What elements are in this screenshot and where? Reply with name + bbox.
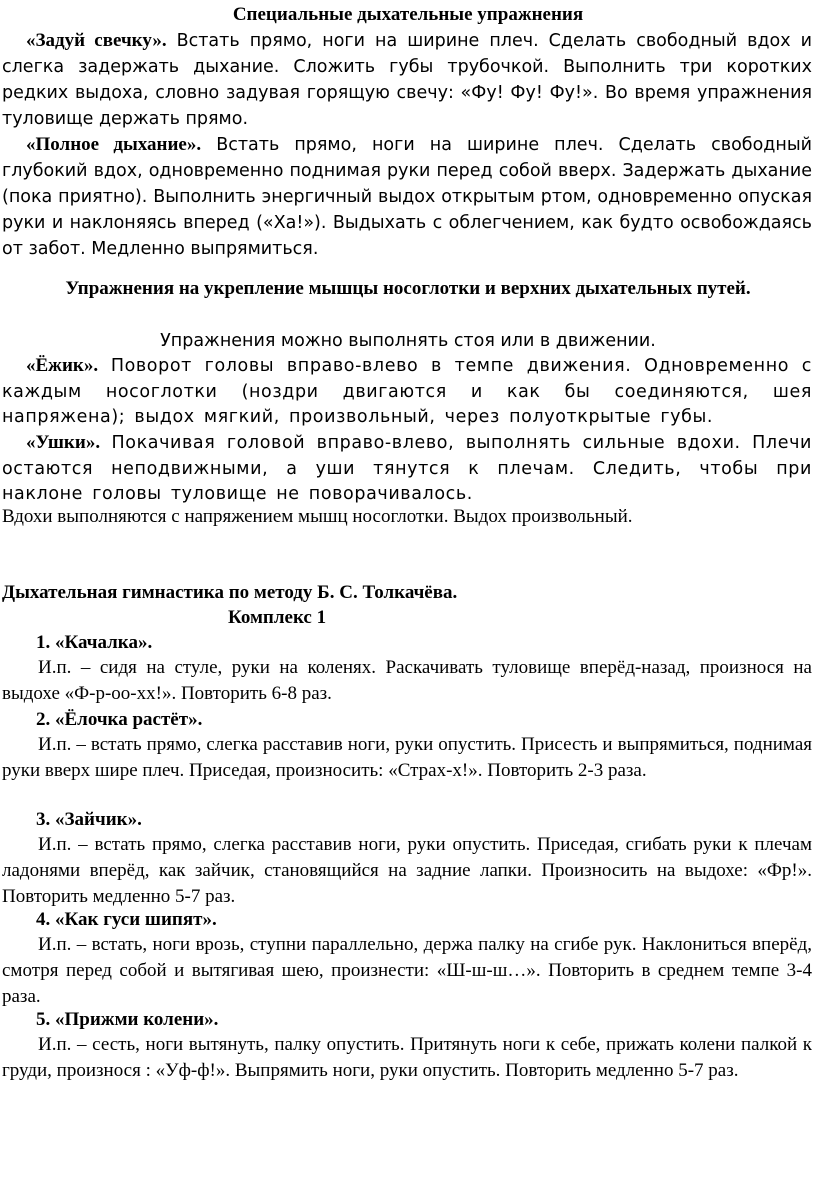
item2-text: И.п. – встать прямо, слегка расставив ноги, руки опустить. Присесть и выпрямиться, поднимая руки вверх шире плеч. Приседая, произносить: «Страх-х!». Повторить 2-3 раза. (2, 734, 812, 781)
exercise-name: «Полное дыхание». (26, 134, 202, 155)
exercise-text: Встать прямо, ноги на ширине плеч. Сделать свободный глубокий вдох, одновременно поднимая руки перед собой вверх. Задержать дыхание (пока приятно). Выполнить энергичный выдох открытым ртом, одновременно опуская руки и наклоняясь вперед («Ха!»). Выдыхать с облегчением, как будто освобождаясь от забот. Медленно выпрямиться. (2, 135, 813, 259)
exercise-hedgehog (2, 353, 812, 431)
complex-title: Комплекс 1 (228, 607, 327, 628)
item3-name: 3. «Зайчик». (36, 809, 142, 830)
exercise-name: «Задуй свечку». (26, 30, 167, 51)
section1-title: Специальные дыхательные упражнения (232, 4, 584, 25)
exercise-ears (2, 430, 812, 508)
exercise-text: Покачивая головой вправо-влево, выполнять сильные вдохи. Плечи остаются неподвижными, а уши тянутся к плечам. Следить, чтобы при наклоне головы туловище не поворачивалось. (2, 433, 812, 504)
section2-subtitle: Упражнения можно выполнять стоя или в движении. (160, 331, 656, 351)
exercise-full-breath (2, 132, 812, 262)
item2-name: 2. «Ёлочка растёт». (36, 709, 203, 730)
exercise-name: «Ушки». (26, 432, 101, 453)
item1-name: 1. «Качалка». (36, 632, 153, 653)
item5-text: И.п. – сесть, ноги вытянуть, палку опустить. Притянуть ноги к себе, прижать колени палкой к груди, произнося : «Уф-ф!». Выпрямить ноги, руки опустить. Повторить медленно 5-7 раз. (2, 1034, 812, 1081)
item4-text: И.п. – встать, ноги врозь, ступни параллельно, держа палку на сгибе рук. Наклониться вперёд, смотря перед собой и вытягивая шею, произнести: «Ш-ш-ш…». Повторить в среднем темпе 3-4 раза. (2, 934, 812, 1007)
section3-title: Дыхательная гимнастика по методу Б. С. Толкачёва. (2, 582, 458, 603)
exercise-text: Поворот головы вправо-влево в темпе движения. Одновременно с каждым носоглотки (ноздри двигаются и как бы соединяются, шея напряжена); выдох мягкий, произвольный, через полуоткрытые губы. (2, 356, 812, 427)
section2-title: Упражнения на укрепление мышцы носоглотки и верхних дыхательных путей. (65, 278, 751, 299)
exercise-text: Встать прямо, ноги на ширине плеч. Сделать свободный вдох и слегка задержать дыхание. Сложить губы трубочкой. Выполнить три коротких редких выдоха, словно задувая горящую свечу: «Фу! Фу! Фу!». Во время упражнения туловище держать прямо. (2, 31, 812, 129)
exercise-blow-candle (2, 28, 812, 132)
item5-name: 5. «Прижми колени». (36, 1009, 219, 1030)
exercise-name: «Ёжик». (26, 355, 99, 376)
item3-text: И.п. – встать прямо, слегка расставив ноги, руки опустить. Приседая, сгибать руки к плечам ладонями вперёд, как зайчик, становящийся на задние лапки. Произносить на выдохе: «Фр!». Повторить медленно 5-7 раз. (2, 834, 812, 907)
item1-text: И.п. – сидя на стуле, руки на коленях. Раскачивать туловище вперёд-назад, произнося на выдохе «Ф-р-оо-хх!». Повторить 6-8 раз. (2, 657, 812, 704)
item4-name: 4. «Как гуси шипят». (36, 909, 217, 930)
section2-note: Вдохи выполняются с напряжением мышц носоглотки. Выдох произвольный. (2, 506, 633, 527)
